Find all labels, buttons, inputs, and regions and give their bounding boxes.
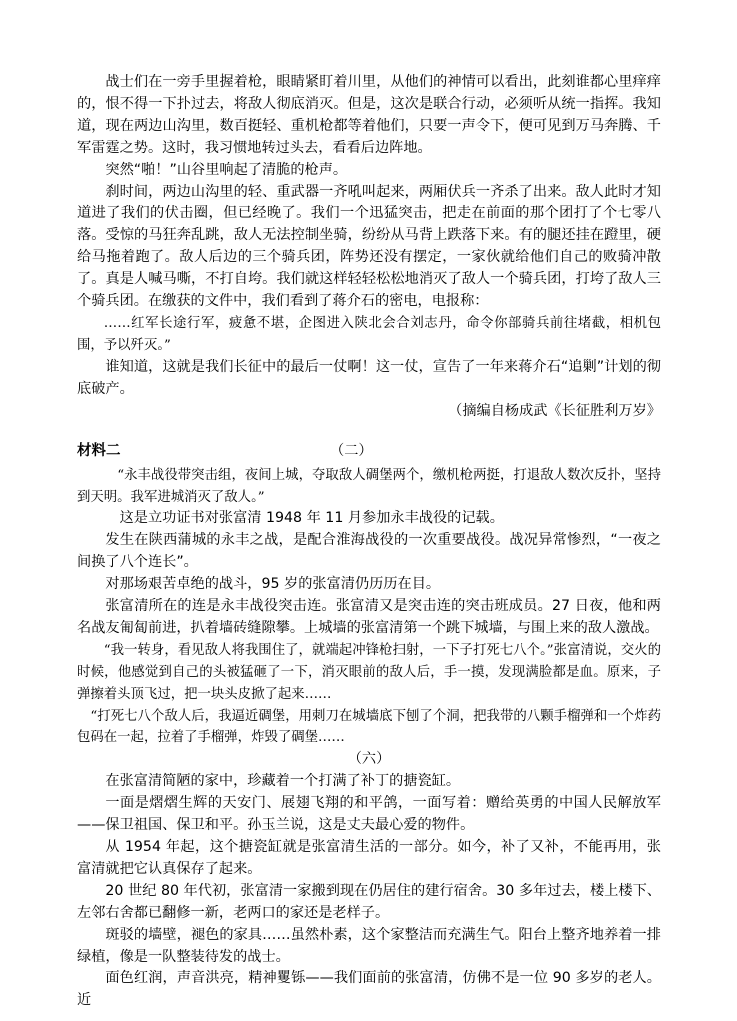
document-body xyxy=(77,72,661,1012)
section-gap xyxy=(77,423,661,441)
material-label: 材料二 xyxy=(77,442,121,459)
source-row xyxy=(77,401,661,423)
paragraph: 一面是熠熠生辉的天安门、展翅飞翔的和平鸽，一面写着：赠给英勇的中国人民解放军——保卫祖国、保卫和平。孙玉兰说，这是丈夫最心爱的物件。 xyxy=(77,795,661,834)
interview-quote: “我一转身，看见敌人将我围住了，就端起冲锋枪扫射，一下子打死七八个。”张富清说，交火的时候，他感觉到自己的头被猛砸了一下，消灭眼前的敌人后，手一摸，发现满脸都是血。原来，子弹擦着头顶飞过，把一块头皮掀了起来…… xyxy=(77,642,661,702)
paragraph: 对那场艰苦卓绝的战斗，95 岁的张富清仍历历在目。 xyxy=(105,576,441,593)
material-two-header xyxy=(77,441,661,465)
paragraph: 从 1954 年起，这个搪瓷缸就是张富清生活的一部分。如今，补了又补，不能再用，张富清就把它认真保存了起来。 xyxy=(77,839,661,877)
source-citation: （摘编自杨成武《长征胜利万岁》 xyxy=(448,402,661,419)
paragraph: 在张富清简陋的家中，珍藏着一个打满了补丁的搪瓷缸。 xyxy=(105,773,461,790)
paragraph: 这是立功证书对张富清 1948 年 11 月参加永丰战役的记载。 xyxy=(119,510,504,527)
section-number: （六） xyxy=(347,751,391,768)
paragraph: 突然“啪！”山谷里响起了清脆的枪声。 xyxy=(105,161,348,178)
interview-quote: “打死七八个敌人后，我逼近碉堡，用刺刀在城墙底下刨了个洞，把我带的八颗手榴弹和一个炸药包码在一起，拉着了手榴弹，炸毁了碉堡…… xyxy=(77,708,661,746)
certificate-quote: “永丰战役带突击组，夜间上城，夺取敌人碉堡两个，缴机枪两挺，打退敌人数次反扑，坚持到天明。我军进城消灭了敌人。” xyxy=(77,467,661,505)
paragraph: 张富清所在的连是永丰战役突击连。张富清又是突击连的突击班成员。27 日夜，他和两名战友匍匐前进，扒着墙砖缝隙攀。上城墙的张富清第一个跳下城墙，与围上来的敌人激战。 xyxy=(77,598,661,636)
telegram-quote: ……红军长途行军，疲惫不堪，企图进入陕北会合刘志丹，命令你部骑兵前往堵截，相机包围，予以歼灭。” xyxy=(77,315,661,353)
paragraph: 战士们在一旁手里握着枪，眼睛紧盯着川里，从他们的神情可以看出，此刻谁都心里痒痒的，恨不得一下扑过去，将敌人彻底消灭。但是，这次是联合行动，必须听从统一指挥。我知道，现在两边山沟里，数百挺轻、重机枪都等着他们，只要一声令下，便可见到万马奔腾、千军雷霆之势。这时，我习惯地转过头去，看看后边阵地。 xyxy=(77,74,661,156)
closing-paragraph: 谁知道，这就是我们长征中的最后一仗啊！这一仗，宣告了一年来蒋介石“追剿”计划的彻底破产。 xyxy=(77,358,661,397)
paragraph: 斑驳的墙壁，褪色的家具……虽然朴素，这个家整洁而充满生气。阳台上整齐地养着一排绿植，像是一队整装待发的战士。 xyxy=(77,926,661,965)
paragraph: 20 世纪 80 年代初，张富清一家搬到现在仍居住的建行宿舍。30 多年过去，楼上楼下、左邻右舍都已翻修一新，老两口的家还是老样子。 xyxy=(77,882,661,921)
paragraph: 面色红润，声音洪亮，精神矍铄——我们面前的张富清，仿佛不是一位 90 多岁的老人。近 xyxy=(77,970,661,1009)
paragraph: 刹时间，两边山沟里的轻、重武器一齐吼叫起来，两厢伏兵一齐杀了出来。敌人此时才知道进了我们的伏击圈，但已经晚了。我们一个迅猛突击，把走在前面的那个团打了个七零八落。受惊的马狂奔乱跳，敌人无法控制坐骑，纷纷从马背上跌落下来。有的腿还挂在蹬里，硬给马拖着跑了。敌人后边的三个骑兵团，阵势还没有摆定，一家伙就给他们自己的败骑冲散了。真是人喊马嘶，不打自垮。我们就这样轻轻松松地消灭了敌人一个骑兵团，打垮了敌人三个骑兵团。在缴获的文件中，我们看到了蒋介石的密电，电报称： xyxy=(77,183,661,310)
paragraph: 发生在陕西蒲城的永丰之战，是配合淮海战役的一次重要战役。战况异常惨烈，“一夜之间换了八个连长”。 xyxy=(77,532,661,571)
section-number: （二） xyxy=(330,442,373,459)
